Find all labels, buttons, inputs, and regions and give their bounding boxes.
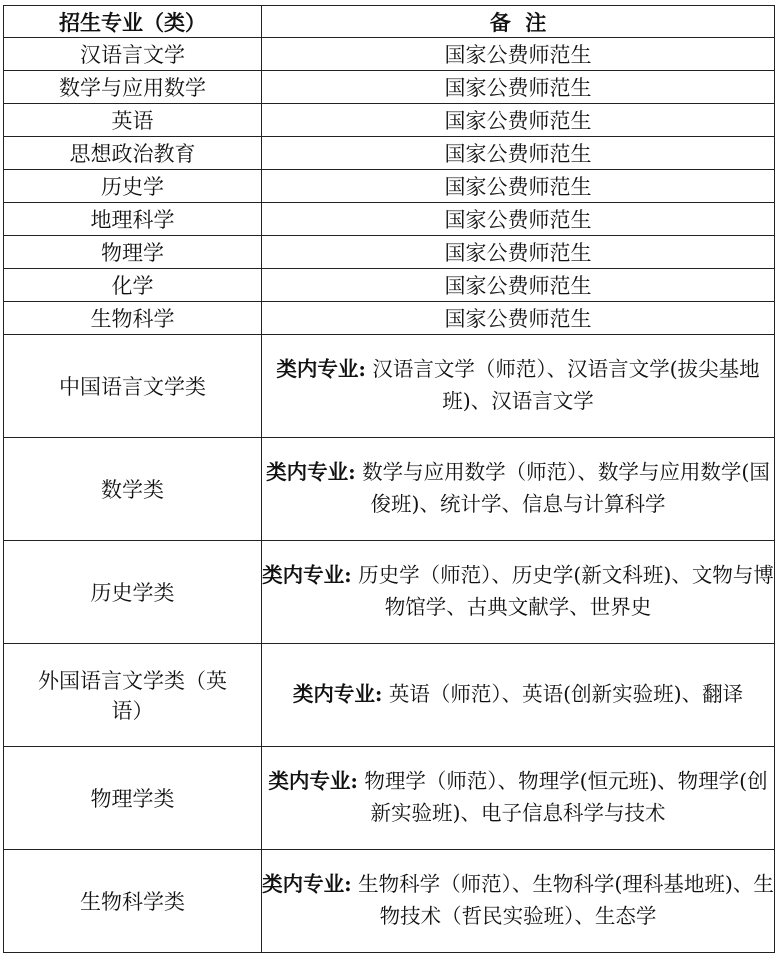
category-note-detail: 汉语言文学（师范）、汉语言文学(拔尖基地班)、汉语言文学 <box>365 357 760 413</box>
category-cell: 历史学类 <box>4 541 262 644</box>
category-note-detail: 生物科学（师范）、生物科学(理科基地班)、生物技术（哲民实验班）、生态学 <box>351 872 774 928</box>
note-cell: 国家公费师范生 <box>262 38 775 71</box>
category-row <box>4 644 775 747</box>
category-note-lead: 类内专业: <box>262 872 352 897</box>
category-row <box>4 850 775 953</box>
category-note <box>262 644 775 747</box>
table-row <box>4 137 775 170</box>
note-cell: 国家公费师范生 <box>262 104 775 137</box>
category-note-lead: 类内专业: <box>262 563 352 588</box>
category-row <box>4 747 775 850</box>
header-major: 招生专业（类） <box>4 6 262 38</box>
note-cell: 国家公费师范生 <box>262 170 775 203</box>
majors-table <box>3 5 775 953</box>
header-row <box>4 6 775 38</box>
major-cell: 化学 <box>4 269 262 302</box>
category-note-detail: 数学与应用数学（师范）、数学与应用数学(国俊班)、统计学、信息与计算科学 <box>355 460 770 516</box>
category-note-lead: 类内专业: <box>266 460 356 485</box>
category-note-lead: 类内专业: <box>276 357 366 382</box>
note-cell: 国家公费师范生 <box>262 269 775 302</box>
category-note <box>262 541 775 644</box>
major-cell: 生物科学 <box>4 302 262 335</box>
category-note <box>262 850 775 953</box>
category-row <box>4 438 775 541</box>
category-note <box>262 438 775 541</box>
major-cell: 物理学 <box>4 236 262 269</box>
category-note-detail: 英语（师范）、英语(创新实验班)、翻译 <box>382 682 744 707</box>
major-cell: 地理科学 <box>4 203 262 236</box>
major-cell: 思想政治教育 <box>4 137 262 170</box>
table-row <box>4 269 775 302</box>
category-cell: 数学类 <box>4 438 262 541</box>
category-note-detail: 历史学（师范）、历史学(新文科班)、文物与博物馆学、古典文献学、世界史 <box>351 563 774 619</box>
note-cell: 国家公费师范生 <box>262 71 775 104</box>
category-cell: 中国语言文学类 <box>4 335 262 438</box>
category-note-lead: 类内专业: <box>292 682 383 707</box>
table-row <box>4 236 775 269</box>
category-row <box>4 335 775 438</box>
table-row <box>4 104 775 137</box>
category-note <box>262 747 775 850</box>
table-row <box>4 71 775 104</box>
table-row <box>4 38 775 71</box>
note-cell: 国家公费师范生 <box>262 236 775 269</box>
category-cell: 生物科学类 <box>4 850 262 953</box>
major-cell: 数学与应用数学 <box>4 71 262 104</box>
table-row <box>4 170 775 203</box>
category-note-lead: 类内专业: <box>268 769 358 794</box>
category-cell: 物理学类 <box>4 747 262 850</box>
note-cell: 国家公费师范生 <box>262 302 775 335</box>
note-cell: 国家公费师范生 <box>262 203 775 236</box>
table-row <box>4 203 775 236</box>
note-cell: 国家公费师范生 <box>262 137 775 170</box>
major-cell: 汉语言文学 <box>4 38 262 71</box>
category-note <box>262 335 775 438</box>
category-cell: 外国语言文学类（英语） <box>4 644 262 747</box>
header-note: 备 注 <box>262 6 775 38</box>
category-note-detail: 物理学（师范）、物理学(恒元班)、物理学(创新实验班)、电子信息科学与技术 <box>357 769 768 825</box>
major-cell: 英语 <box>4 104 262 137</box>
category-row <box>4 541 775 644</box>
table-row <box>4 302 775 335</box>
major-cell: 历史学 <box>4 170 262 203</box>
